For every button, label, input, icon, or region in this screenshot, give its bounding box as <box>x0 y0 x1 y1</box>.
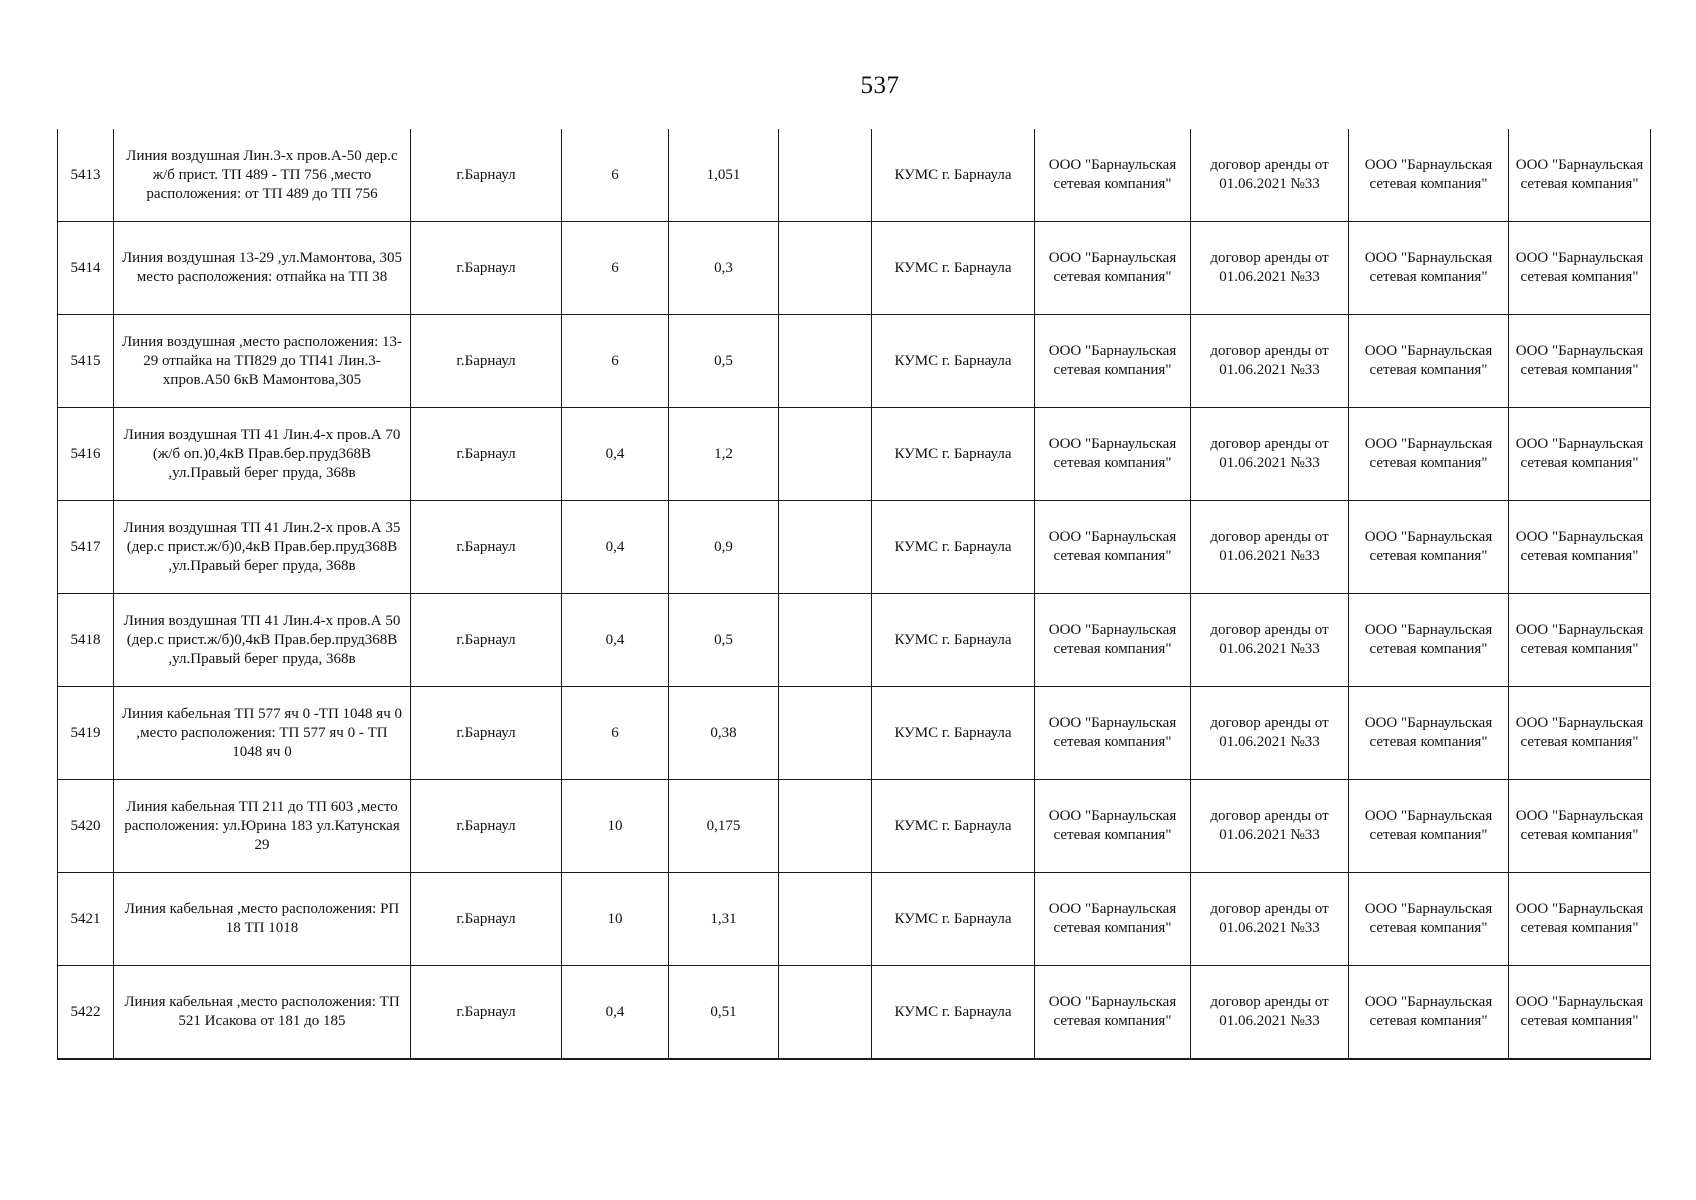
cell-owner: КУМС г. Барнаула <box>872 222 1035 315</box>
cell-org2: ООО "Барнаульская сетевая компания" <box>1349 687 1509 780</box>
cell-owner: КУМС г. Барнаула <box>872 594 1035 687</box>
cell-name: Линия кабельная ,место расположения: ТП 521 Исакова от 181 до 185 <box>114 966 411 1060</box>
cell-contract: договор аренды от 01.06.2021 №33 <box>1191 501 1349 594</box>
cell-voltage: 6 <box>562 687 669 780</box>
cell-owner: КУМС г. Барнаула <box>872 408 1035 501</box>
cell-org2: ООО "Барнаульская сетевая компания" <box>1349 966 1509 1060</box>
cell-length: 1,31 <box>669 873 779 966</box>
cell-owner: КУМС г. Барнаула <box>872 780 1035 873</box>
cell-name: Линия воздушная ТП 41 Лин.2-х пров.А 35 (дер.с прист.ж/б)0,4кВ Прав.бер.пруд368В ,ул.Правый берег пруда, 368в <box>114 501 411 594</box>
cell-org1: ООО "Барнаульская сетевая компания" <box>1035 873 1191 966</box>
cell-voltage: 0,4 <box>562 408 669 501</box>
cell-org1: ООО "Барнаульская сетевая компания" <box>1035 780 1191 873</box>
cell-length: 0,38 <box>669 687 779 780</box>
table-body <box>58 129 1651 1059</box>
cell-org3: ООО "Барнаульская сетевая компания" <box>1509 129 1651 222</box>
cell-name: Линия воздушная ТП 41 Лин.4-х пров.А 50 (дер.с прист.ж/б)0,4кВ Прав.бер.пруд368В ,ул.Правый берег пруда, 368в <box>114 594 411 687</box>
cell-voltage: 6 <box>562 315 669 408</box>
cell-contract: договор аренды от 01.06.2021 №33 <box>1191 315 1349 408</box>
cell-org1: ООО "Барнаульская сетевая компания" <box>1035 129 1191 222</box>
cell-city: г.Барнаул <box>411 315 562 408</box>
cell-org1: ООО "Барнаульская сетевая компания" <box>1035 594 1191 687</box>
cell-length: 0,3 <box>669 222 779 315</box>
table-row <box>58 222 1651 315</box>
cell-owner: КУМС г. Барнаула <box>872 687 1035 780</box>
cell-length: 1,051 <box>669 129 779 222</box>
cell-city: г.Барнаул <box>411 594 562 687</box>
cell-city: г.Барнаул <box>411 873 562 966</box>
cell-blank <box>779 129 872 222</box>
cell-org1: ООО "Барнаульская сетевая компания" <box>1035 687 1191 780</box>
cell-blank <box>779 873 872 966</box>
cell-org1: ООО "Барнаульская сетевая компания" <box>1035 222 1191 315</box>
cell-id: 5416 <box>58 408 114 501</box>
cell-blank <box>779 966 872 1060</box>
cell-owner: КУМС г. Барнаула <box>872 315 1035 408</box>
cell-id: 5419 <box>58 687 114 780</box>
cell-org2: ООО "Барнаульская сетевая компания" <box>1349 873 1509 966</box>
cell-org1: ООО "Барнаульская сетевая компания" <box>1035 315 1191 408</box>
cell-contract: договор аренды от 01.06.2021 №33 <box>1191 966 1349 1060</box>
cell-id: 5420 <box>58 780 114 873</box>
cell-name: Линия кабельная ТП 577 яч 0 -ТП 1048 яч 0 ,место расположения: ТП 577 яч 0 - ТП 1048 яч 0 <box>114 687 411 780</box>
cell-id: 5417 <box>58 501 114 594</box>
cell-contract: договор аренды от 01.06.2021 №33 <box>1191 687 1349 780</box>
cell-blank <box>779 315 872 408</box>
registry-table <box>57 129 1651 1060</box>
cell-length: 1,2 <box>669 408 779 501</box>
cell-org2: ООО "Барнаульская сетевая компания" <box>1349 780 1509 873</box>
cell-org3: ООО "Барнаульская сетевая компания" <box>1509 780 1651 873</box>
cell-name: Линия воздушная Лин.3-х пров.А-50 дер.с ж/б прист. ТП 489 - ТП 756 ,место расположения: от ТП 489 до ТП 756 <box>114 129 411 222</box>
cell-city: г.Барнаул <box>411 966 562 1060</box>
cell-org3: ООО "Барнаульская сетевая компания" <box>1509 687 1651 780</box>
cell-name: Линия воздушная ТП 41 Лин.4-х пров.А 70 (ж/б оп.)0,4кВ Прав.бер.пруд368В ,ул.Правый берег пруда, 368в <box>114 408 411 501</box>
table-row <box>58 966 1651 1060</box>
cell-org2: ООО "Барнаульская сетевая компания" <box>1349 222 1509 315</box>
cell-name: Линия воздушная ,место расположения: 13-29 отпайка на ТП829 до ТП41 Лин.3-хпров.А50 6кВ Мамонтова,305 <box>114 315 411 408</box>
cell-org2: ООО "Барнаульская сетевая компания" <box>1349 315 1509 408</box>
cell-org3: ООО "Барнаульская сетевая компания" <box>1509 408 1651 501</box>
cell-name: Линия кабельная ТП 211 до ТП 603 ,место расположения: ул.Юрина 183 ул.Катунская 29 <box>114 780 411 873</box>
cell-length: 0,175 <box>669 780 779 873</box>
cell-length: 0,5 <box>669 594 779 687</box>
cell-contract: договор аренды от 01.06.2021 №33 <box>1191 222 1349 315</box>
cell-blank <box>779 408 872 501</box>
table-row <box>58 501 1651 594</box>
cell-voltage: 0,4 <box>562 966 669 1060</box>
cell-org3: ООО "Барнаульская сетевая компания" <box>1509 873 1651 966</box>
cell-org2: ООО "Барнаульская сетевая компания" <box>1349 501 1509 594</box>
cell-org3: ООО "Барнаульская сетевая компания" <box>1509 594 1651 687</box>
cell-owner: КУМС г. Барнаула <box>872 873 1035 966</box>
cell-city: г.Барнаул <box>411 687 562 780</box>
cell-voltage: 0,4 <box>562 594 669 687</box>
cell-contract: договор аренды от 01.06.2021 №33 <box>1191 408 1349 501</box>
cell-id: 5415 <box>58 315 114 408</box>
table-row <box>58 780 1651 873</box>
cell-voltage: 6 <box>562 222 669 315</box>
cell-org3: ООО "Барнаульская сетевая компания" <box>1509 966 1651 1060</box>
cell-voltage: 0,4 <box>562 501 669 594</box>
cell-id: 5413 <box>58 129 114 222</box>
table-row <box>58 594 1651 687</box>
cell-voltage: 10 <box>562 873 669 966</box>
cell-id: 5421 <box>58 873 114 966</box>
cell-org2: ООО "Барнаульская сетевая компания" <box>1349 594 1509 687</box>
cell-org1: ООО "Барнаульская сетевая компания" <box>1035 966 1191 1060</box>
cell-contract: договор аренды от 01.06.2021 №33 <box>1191 873 1349 966</box>
cell-blank <box>779 594 872 687</box>
cell-blank <box>779 780 872 873</box>
cell-length: 0,51 <box>669 966 779 1060</box>
cell-name: Линия кабельная ,место расположения: РП 18 ТП 1018 <box>114 873 411 966</box>
page-number: 537 <box>860 72 900 99</box>
table-row <box>58 687 1651 780</box>
cell-city: г.Барнаул <box>411 129 562 222</box>
cell-contract: договор аренды от 01.06.2021 №33 <box>1191 129 1349 222</box>
cell-contract: договор аренды от 01.06.2021 №33 <box>1191 594 1349 687</box>
cell-org2: ООО "Барнаульская сетевая компания" <box>1349 408 1509 501</box>
cell-name: Линия воздушная 13-29 ,ул.Мамонтова, 305 место расположения: отпайка на ТП 38 <box>114 222 411 315</box>
cell-blank <box>779 222 872 315</box>
cell-city: г.Барнаул <box>411 501 562 594</box>
cell-org2: ООО "Барнаульская сетевая компания" <box>1349 129 1509 222</box>
table-row <box>58 408 1651 501</box>
cell-owner: КУМС г. Барнаула <box>872 966 1035 1060</box>
cell-blank <box>779 687 872 780</box>
cell-blank <box>779 501 872 594</box>
cell-owner: КУМС г. Барнаула <box>872 501 1035 594</box>
cell-city: г.Барнаул <box>411 780 562 873</box>
cell-org3: ООО "Барнаульская сетевая компания" <box>1509 315 1651 408</box>
cell-org3: ООО "Барнаульская сетевая компания" <box>1509 222 1651 315</box>
cell-length: 0,9 <box>669 501 779 594</box>
cell-org1: ООО "Барнаульская сетевая компания" <box>1035 408 1191 501</box>
cell-city: г.Барнаул <box>411 408 562 501</box>
cell-id: 5422 <box>58 966 114 1060</box>
cell-city: г.Барнаул <box>411 222 562 315</box>
cell-owner: КУМС г. Барнаула <box>872 129 1035 222</box>
cell-id: 5418 <box>58 594 114 687</box>
cell-id: 5414 <box>58 222 114 315</box>
cell-voltage: 10 <box>562 780 669 873</box>
cell-org3: ООО "Барнаульская сетевая компания" <box>1509 501 1651 594</box>
cell-org1: ООО "Барнаульская сетевая компания" <box>1035 501 1191 594</box>
cell-voltage: 6 <box>562 129 669 222</box>
cell-length: 0,5 <box>669 315 779 408</box>
table-row <box>58 315 1651 408</box>
cell-contract: договор аренды от 01.06.2021 №33 <box>1191 780 1349 873</box>
table-row <box>58 129 1651 222</box>
table-row <box>58 873 1651 966</box>
